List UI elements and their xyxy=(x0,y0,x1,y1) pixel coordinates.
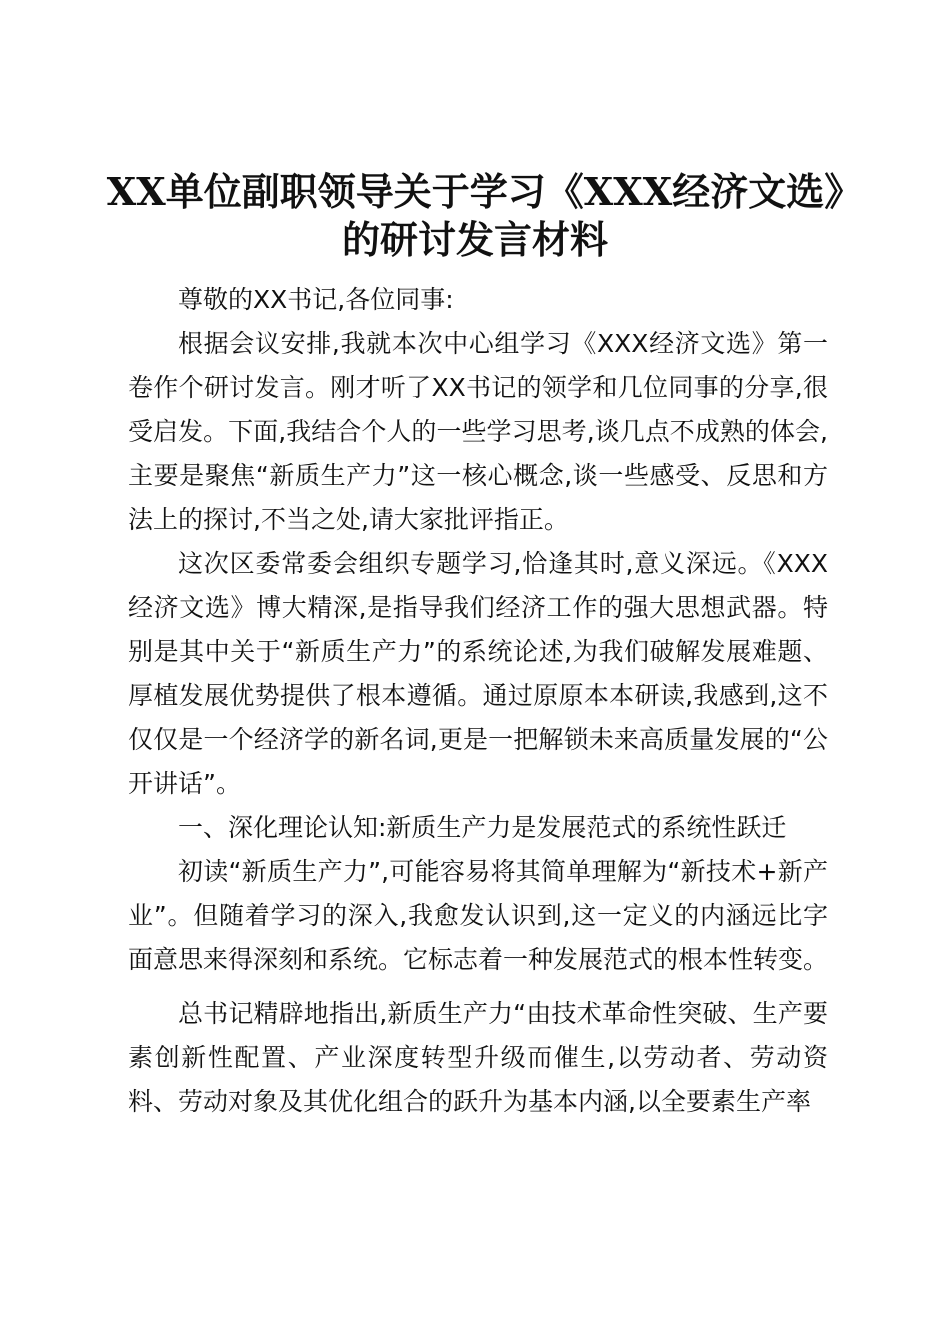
document-body xyxy=(128,278,828,1124)
document-title: XX单位副职领导关于学习《XXX经济文选》的研讨发言材料 xyxy=(106,169,844,262)
body-paragraph: 初读“新质生产力”,可能容易将其简单理解为“新技术+新产业”。但随着学习的深入,我愈发认识到,这一定义的内涵远比字面意思来得深刻和系统。它标志着一种发展范式的根本性转变。 xyxy=(128,857,829,974)
section-heading-1: 一、深化理论认知:新质生产力是发展范式的系统性跃迁 xyxy=(178,813,787,842)
body-paragraph: 总书记精辟地指出,新质生产力“由技术革命性突破、生产要素创新性配置、产业深度转型升级而催生,以劳动者、劳动资料、劳动对象及其优化组合的跃升为基本内涵,以全要素生产率 xyxy=(128,999,828,1116)
salutation-paragraph: 尊敬的XX书记,各位同事: xyxy=(178,285,454,314)
intro-paragraph: 根据会议安排,我就本次中心组学习《XXX经济文选》第一卷作个研讨发言。刚才听了XX书记的领学和几位同事的分享,很受启发。下面,我结合个人的一些学习思考,谈几点不成熟的体会,主要是聚焦“新质生产力”这一核心概念,谈一些感受、反思和方法上的探讨,不当之处,请大家批评指正。 xyxy=(128,329,828,534)
background-paragraph: 这次区委常委会组织专题学习,恰逢其时,意义深远。《XXX经济文选》博大精深,是指导我们经济工作的强大思想武器。特别是其中关于“新质生产力”的系统论述,为我们破解发展难题、厚植发展优势提供了根本遵循。通过原原本本研读,我感到,这不仅仅是一个经济学的新名词,更是一把解锁未来高质量发展的“公开讲话”。 xyxy=(128,549,828,798)
